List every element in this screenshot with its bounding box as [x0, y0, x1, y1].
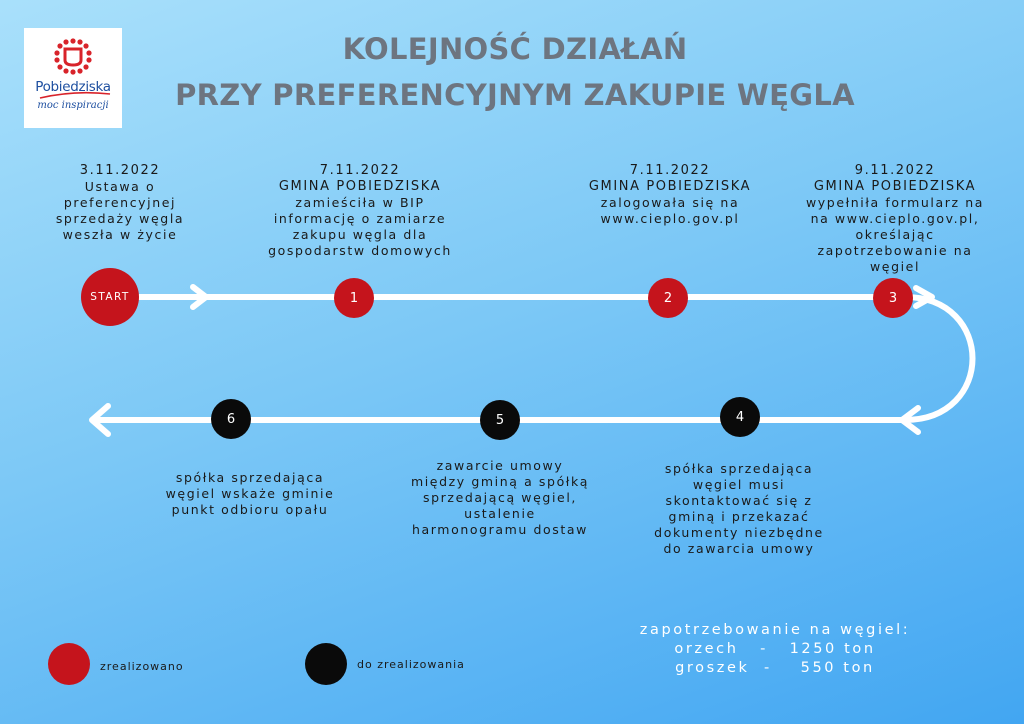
- legend-done-dot: [48, 643, 90, 685]
- step-5-node: 5: [480, 400, 520, 440]
- step-2-text: 7.11.2022 GMINA POBIEDZISKA zalogowała się na www.cieplo.gov.pl: [588, 163, 752, 226]
- step-6-node: 6: [211, 399, 251, 439]
- step-2-node: 2: [648, 278, 688, 318]
- legend-todo-dot: [305, 643, 347, 685]
- step-start-node: START: [81, 268, 139, 326]
- step-4-text: spółka sprzedająca węgiel musi skontaktować się z gminą i przekazać dokumenty niezbędne do zawarcia umowy: [654, 461, 824, 556]
- step-3-text: 9.11.2022 GMINA POBIEDZISKA wypełniła formularz na na www.cieplo.gov.pl, określając zapotrzebowanie na węgiel: [805, 163, 985, 274]
- step-1-node: 1: [334, 278, 374, 318]
- title-line-1: KOLEJNOŚĆ DZIAŁAŃ: [342, 32, 688, 66]
- legend-done-label: zrealizowano: [100, 660, 184, 673]
- step-start-text: 3.11.2022 Ustawa o preferencyjnej sprzedaży węgla weszła w życie: [55, 163, 185, 242]
- summary-row-groszek: groszek - 550 ton: [675, 660, 875, 676]
- step-4-node: 4: [720, 397, 760, 437]
- step-3-node: 3: [873, 278, 913, 318]
- summary-row-orzech: orzech - 1250 ton: [674, 641, 876, 657]
- step-5-text: zawarcie umowy między gminą a spółką sprzedającą węgiel, ustalenie harmonogramu dostaw: [410, 458, 590, 537]
- summary-heading: zapotrzebowanie na węgiel:: [639, 622, 911, 638]
- coal-demand-summary: [610, 621, 940, 678]
- legend-todo-label: do zrealizowania: [357, 658, 465, 671]
- logo-name: Pobiedziska: [35, 79, 111, 95]
- logo-tagline: moc inspiracji: [37, 100, 109, 111]
- title-line-2: PRZY PREFERENCYJNYM ZAKUPIE WĘGLA: [175, 78, 855, 112]
- step-1-text: 7.11.2022 GMINA POBIEDZISKA zamieściła w BIP informację o zamiarze zakupu węgla dla gospodarstw domowych: [268, 163, 452, 258]
- step-6-text: spółka sprzedająca węgiel wskaże gminie punkt odbioru opału: [165, 470, 335, 517]
- turn-curve: [905, 297, 973, 420]
